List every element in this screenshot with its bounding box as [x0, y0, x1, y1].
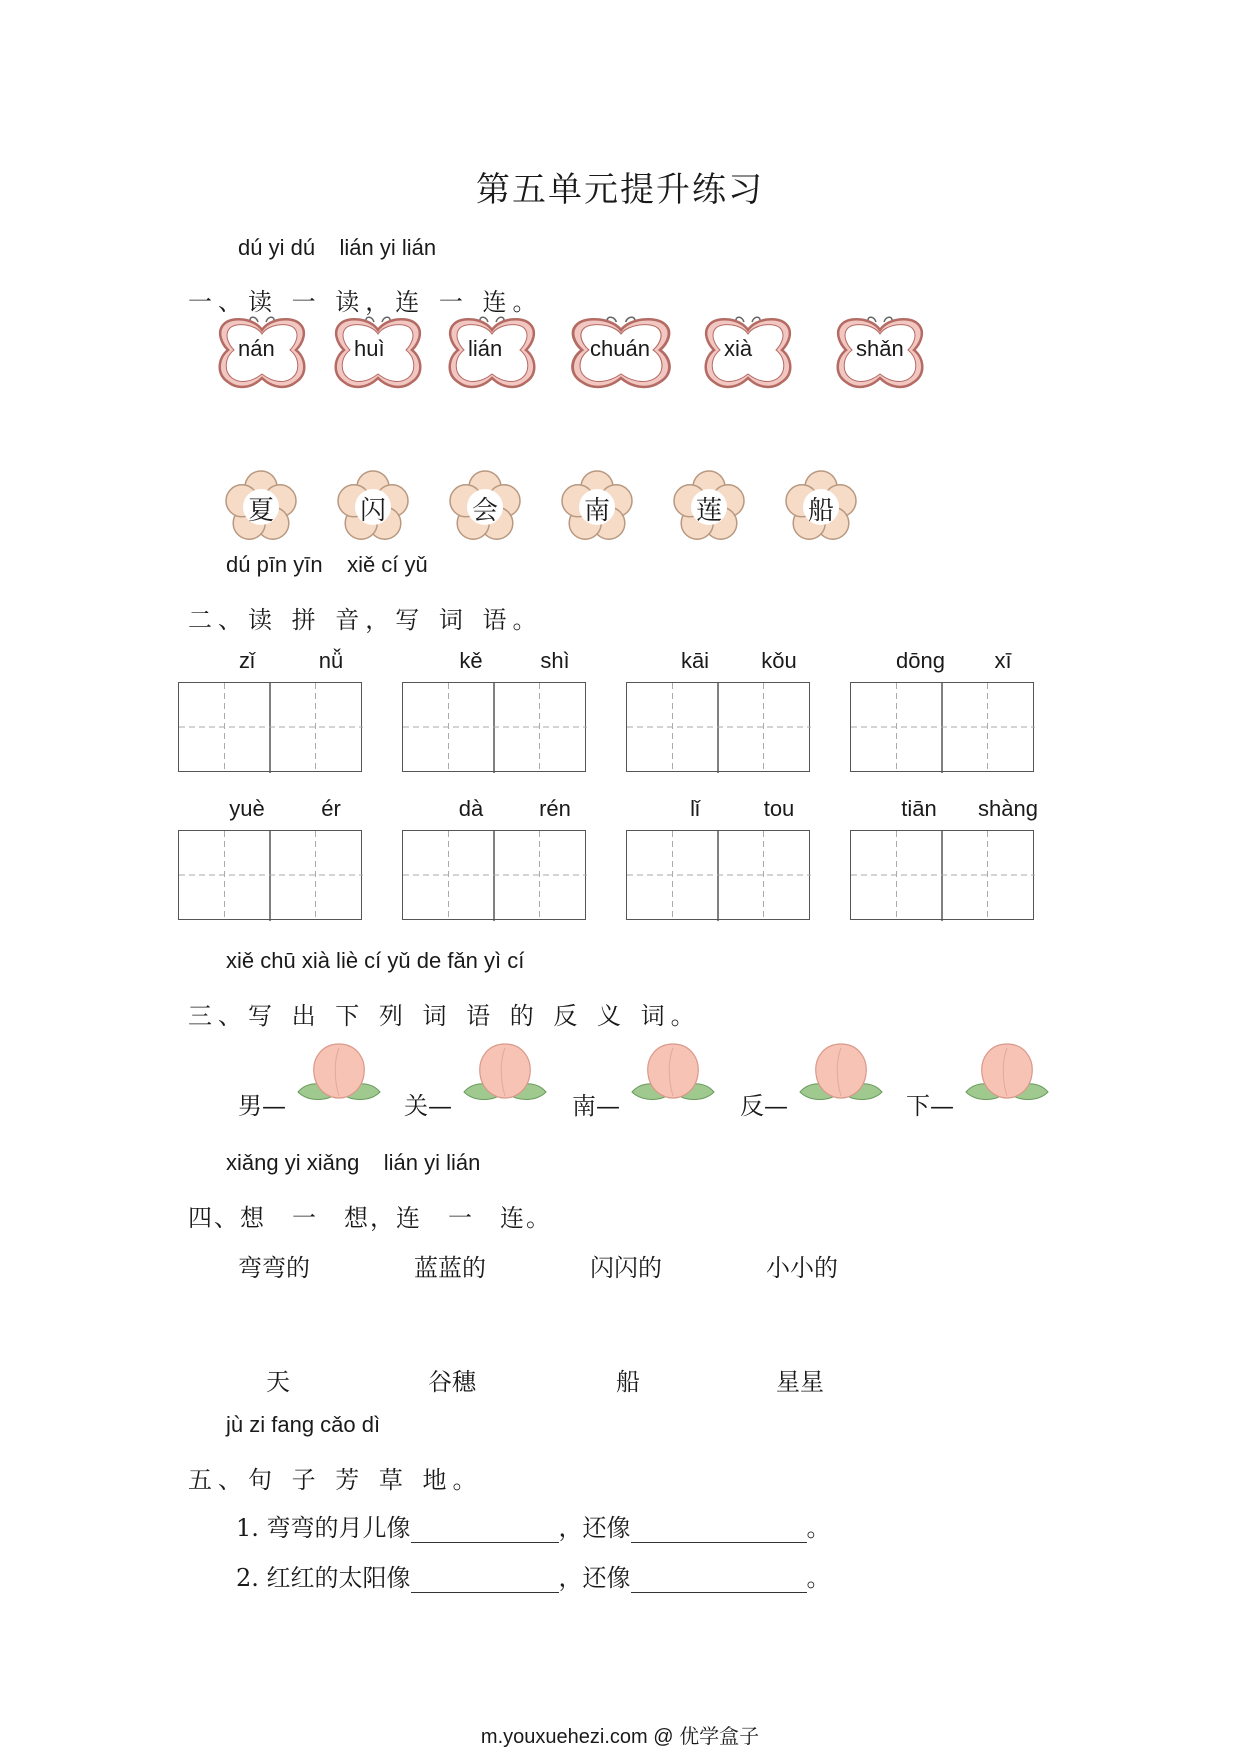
section1-pinyin: dú yi dú lián yi lián — [238, 235, 437, 260]
peach-icon — [460, 1040, 550, 1110]
pinyin-syllable: kāi — [680, 648, 710, 673]
pinyin-syllable: rén — [539, 796, 571, 821]
pinyin-syllable: yuè — [229, 796, 265, 821]
flower-character-label: 闪 — [359, 496, 386, 526]
section4-pinyin: xiǎng yi xiǎng lián yi lián — [226, 1150, 481, 1175]
character-writing-grid[interactable] — [402, 682, 586, 772]
pinyin-butterfly-card[interactable] — [444, 314, 540, 398]
footer-watermark: m.youxuehezi.com @ 优学盒子 — [480, 1726, 760, 1748]
section5-heading: 五、句 子 芳 草 地。 — [188, 1466, 483, 1494]
butterfly-pinyin-label: nán — [238, 336, 275, 361]
match-bottom-word: 星星 — [776, 1368, 824, 1396]
match-top-word: 闪闪的 — [590, 1254, 662, 1282]
character-writing-grid[interactable] — [626, 682, 810, 772]
character-flower-card[interactable] — [448, 470, 522, 544]
pinyin-butterfly-card[interactable] — [566, 314, 676, 398]
peach-answer-slot[interactable] — [294, 1040, 384, 1110]
pinyin-syllable: kě — [459, 648, 483, 673]
butterfly-pinyin-label: huì — [354, 336, 385, 361]
butterfly-pinyin-label: shǎn — [856, 336, 904, 361]
antonym-word: 反— — [740, 1092, 788, 1120]
flower-character-label: 南 — [583, 496, 610, 526]
match-bottom-word: 天 — [266, 1368, 290, 1396]
character-writing-grid[interactable] — [850, 830, 1034, 920]
section5-pinyin: jù zi fang cǎo dì — [226, 1412, 381, 1437]
page-title: 第五单元提升练习 — [476, 170, 764, 210]
antonym-word: 南— — [572, 1092, 620, 1120]
sentence-2: 2. 红红的太阳像 ，还像 。 — [236, 1564, 831, 1592]
pinyin-syllable: ér — [321, 796, 341, 821]
pinyin-syllable: dà — [458, 796, 484, 821]
character-flower-card[interactable] — [672, 470, 746, 544]
pinyin-syllable: kǒu — [761, 648, 797, 673]
pinyin-syllable: zǐ — [239, 648, 255, 673]
answer-blank[interactable] — [411, 1566, 559, 1593]
peach-icon — [294, 1040, 384, 1110]
pinyin-butterfly-card[interactable] — [700, 314, 796, 398]
flower-character-label: 会 — [471, 496, 498, 526]
pinyin-syllable: lǐ — [690, 796, 700, 821]
match-bottom-word: 船 — [616, 1368, 640, 1396]
character-writing-grid[interactable] — [402, 830, 586, 920]
answer-blank[interactable] — [631, 1566, 807, 1593]
match-top-word: 小小的 — [766, 1254, 838, 1282]
pinyin-butterfly-card[interactable] — [330, 314, 426, 398]
section2-heading: 二、读 拼 音，写 词 语。 — [188, 606, 543, 634]
sentence-1: 1. 弯弯的月儿像 ，还像 。 — [236, 1514, 831, 1542]
antonym-word: 下— — [906, 1092, 954, 1120]
peach-answer-slot[interactable] — [628, 1040, 718, 1110]
pinyin-syllable: tiān — [901, 796, 937, 821]
character-flower-card[interactable] — [784, 470, 858, 544]
flower-character-label: 莲 — [695, 496, 722, 526]
section1-heading: 一、读 一 读，连 一 连。 — [188, 288, 543, 316]
match-top-word: 蓝蓝的 — [414, 1254, 486, 1282]
section2-pinyin: dú pīn yīn xiě cí yǔ — [226, 552, 428, 577]
character-writing-grid[interactable] — [178, 682, 362, 772]
pinyin-syllable: xī — [994, 648, 1012, 673]
peach-answer-slot[interactable] — [962, 1040, 1052, 1110]
antonym-word: 男— — [238, 1092, 286, 1120]
peach-answer-slot[interactable] — [796, 1040, 886, 1110]
character-writing-grid[interactable] — [626, 830, 810, 920]
peach-icon — [628, 1040, 718, 1110]
butterfly-pinyin-label: xià — [724, 336, 753, 361]
character-flower-card[interactable] — [336, 470, 410, 544]
peach-icon — [796, 1040, 886, 1110]
peach-icon — [962, 1040, 1052, 1110]
section3-heading: 三、写 出 下 列 词 语 的 反 义 词。 — [188, 1002, 701, 1030]
section4-heading: 四、想 一 想，连 一 连。 — [188, 1204, 552, 1232]
butterfly-pinyin-label: lián — [468, 336, 503, 361]
match-top-word: 弯弯的 — [238, 1254, 310, 1282]
pinyin-butterfly-card[interactable] — [832, 314, 928, 398]
pinyin-syllable: dōng — [896, 648, 945, 673]
pinyin-syllable: shì — [540, 648, 570, 673]
pinyin-syllable: shàng — [978, 796, 1038, 821]
pinyin-butterfly-card[interactable] — [214, 314, 310, 398]
pinyin-syllable: nǚ — [318, 648, 344, 673]
peach-answer-slot[interactable] — [460, 1040, 550, 1110]
character-flower-card[interactable] — [560, 470, 634, 544]
answer-blank[interactable] — [411, 1516, 559, 1543]
antonym-word: 关— — [404, 1092, 452, 1120]
pinyin-syllable: tou — [763, 796, 795, 821]
butterfly-pinyin-label: chuán — [590, 336, 650, 361]
flower-character-label: 夏 — [247, 496, 274, 526]
character-writing-grid[interactable] — [178, 830, 362, 920]
character-writing-grid[interactable] — [850, 682, 1034, 772]
answer-blank[interactable] — [631, 1516, 807, 1543]
match-bottom-word: 谷穗 — [428, 1368, 476, 1396]
flower-character-label: 船 — [807, 496, 834, 526]
section3-pinyin: xiě chū xià liè cí yǔ de fǎn yì cí — [226, 948, 525, 973]
character-flower-card[interactable] — [224, 470, 298, 544]
